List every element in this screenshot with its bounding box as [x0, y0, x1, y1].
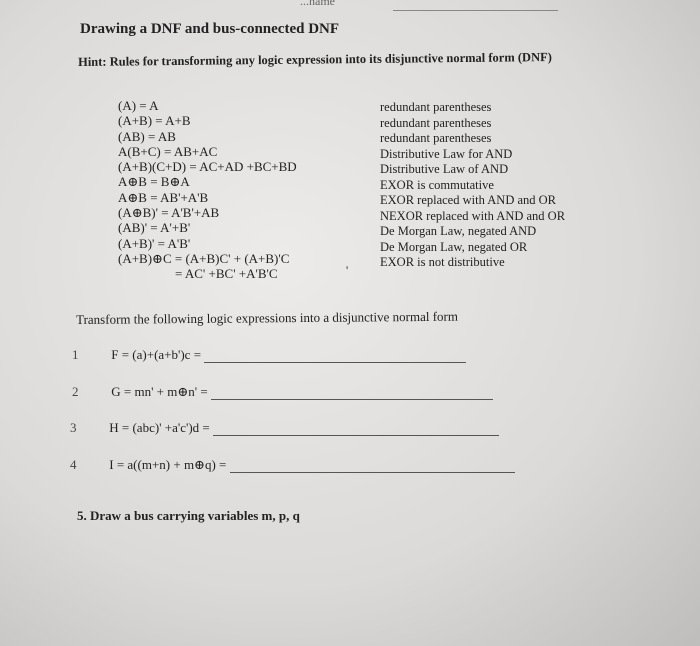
rule-comment: redundant parentheses: [380, 131, 492, 145]
rule-expression: (A+B)⊕C = (A+B)C' + (A+B)'C: [118, 250, 290, 266]
answer-blank[interactable]: [230, 460, 515, 473]
question-5: 5. Draw a bus carrying variables m, p, q: [77, 508, 300, 523]
rule-comment: Distributive Law for AND: [380, 146, 513, 161]
rule-comment: Distributive Law of AND: [380, 162, 509, 176]
exercise-3: [70, 420, 499, 436]
rule-comment: redundant parentheses: [380, 100, 492, 114]
rule-comment: EXOR is commutative: [380, 177, 494, 192]
rule-comment: EXOR is not distributive: [380, 255, 505, 269]
rule-comment: EXOR replaced with AND and OR: [380, 193, 557, 207]
rule-expression: A⊕B = AB'+A'B: [118, 189, 209, 205]
rule-expression: (AB) = AB: [118, 128, 176, 144]
rule-expression: (A⊕B)' = A'B'+AB: [118, 205, 220, 221]
exercise-expression: G = mn' + m⊕n' =: [111, 384, 208, 399]
hint-text: Hint: Rules for transforming any logic expression into its disjunctive normal form (DNF): [78, 50, 552, 69]
rule-comment: redundant parentheses: [380, 115, 492, 130]
rule-expression: = AC' +BC' +A'B'C: [175, 266, 278, 282]
answer-blank[interactable]: [211, 387, 493, 400]
rule-expression: (A+B) = A+B: [118, 113, 191, 129]
exercise-1: [72, 347, 466, 363]
exercise-expression: H = (abc)' +a'c')d =: [109, 420, 210, 435]
exercise-2: [72, 384, 493, 400]
stray-mark: ': [346, 263, 349, 277]
rule-expression: (A+B)(C+D) = AC+AD +BC+BD: [118, 159, 297, 175]
exercise-expression: I = a((m+n) + m⊕q) =: [109, 457, 227, 472]
rule-comment: NEXOR replaced with AND and OR: [380, 208, 566, 223]
rule-comments: [380, 100, 565, 271]
top-name-line: [393, 10, 558, 11]
rule-comment: De Morgan Law, negated AND: [380, 224, 537, 238]
exercise-number: 1: [72, 347, 79, 362]
rule-expression: (A+B)' = A'B': [118, 235, 191, 251]
rule-comment: De Morgan Law, negated OR: [380, 239, 528, 254]
exercise-expression: F = (a)+(a+b')c =: [111, 347, 202, 362]
page-title: Drawing a DNF and bus-connected DNF: [80, 21, 340, 37]
top-fragment-text: ...name: [300, 0, 335, 8]
transform-heading: Transform the following logic expressions into a disjunctive normal form: [76, 308, 459, 327]
exercise-4: [70, 457, 515, 473]
rules-list: [118, 98, 297, 282]
rule-expression: A⊕B = B⊕A: [118, 174, 190, 190]
exercise-number: 4: [70, 457, 77, 472]
exercise-number: 2: [72, 384, 79, 399]
answer-blank[interactable]: [213, 423, 499, 436]
rule-expression: (AB)' = A'+B': [118, 220, 191, 236]
exercise-number: 3: [70, 420, 77, 435]
rule-expression: A(B+C) = AB+AC: [118, 143, 218, 159]
answer-blank[interactable]: [204, 350, 466, 363]
rule-expression: (A) = A: [118, 98, 159, 113]
